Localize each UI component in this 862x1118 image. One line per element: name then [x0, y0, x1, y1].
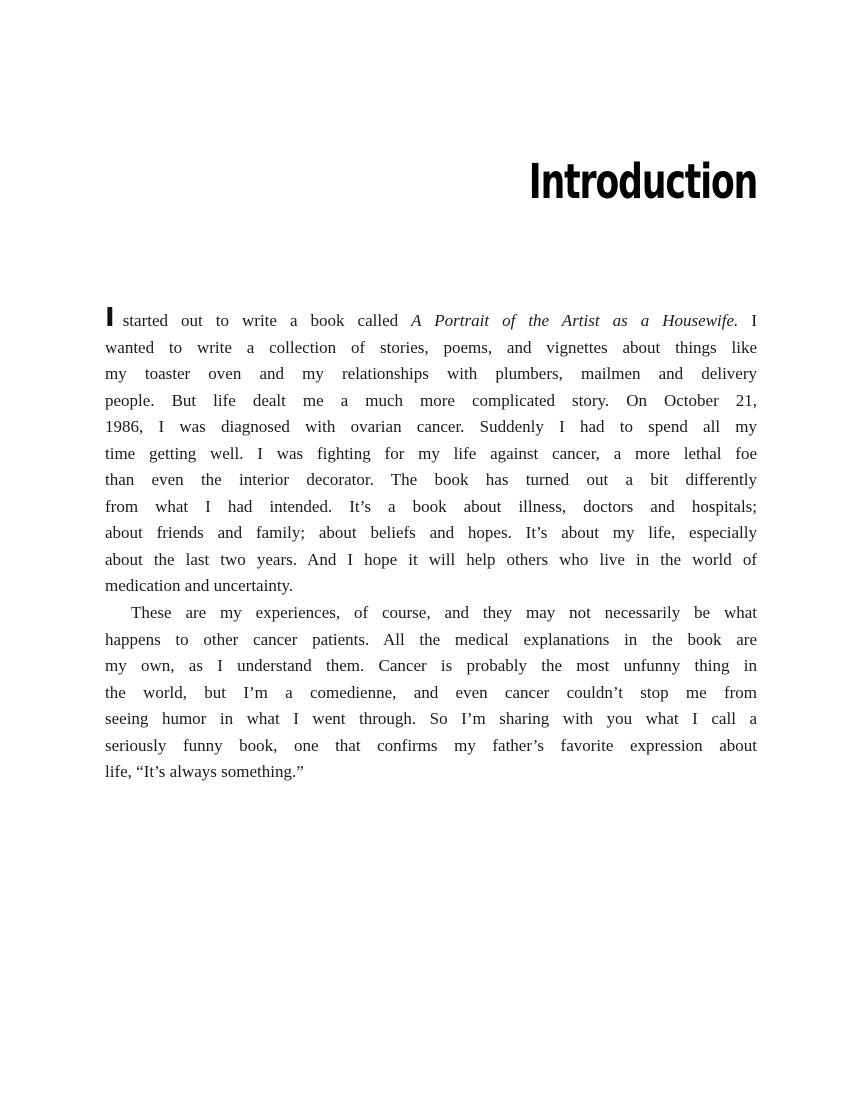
text-line: about the last two years. And I hope it will help others who live in the world of — [105, 549, 757, 569]
text-line-first — [105, 303, 757, 335]
body-text — [105, 303, 757, 786]
text-line: happens to other cancer patients. All the medical explanations in the book are — [105, 629, 757, 649]
text-column — [105, 0, 757, 1118]
chapter-title — [105, 156, 757, 220]
text-line: people. But life dealt me a much more complicated story. On October 21, — [105, 390, 757, 410]
text-line: 1986, I was diagnosed with ovarian cancer. Suddenly I had to spend all my — [105, 417, 757, 437]
text-line: wanted to write a collection of stories, poems, and vignettes about things like — [105, 337, 757, 357]
text-line: than even the interior decorator. The book has turned out a bit differently — [105, 470, 757, 490]
text-line: from what I had intended. It’s a book about illness, doctors and hospitals; — [105, 496, 757, 516]
initial-capital: I — [105, 303, 115, 333]
text-line: seeing humor in what I went through. So I’m sharing with you what I call a — [105, 709, 757, 729]
text-line: the world, but I’m a comedienne, and even cancer couldn’t stop me from — [105, 682, 757, 702]
text-line-paragraph-start: These are my experiences, of course, and they may not necessarily be what — [131, 603, 757, 623]
text-line: seriously funny book, one that confirms my father’s favorite expression about — [105, 735, 757, 755]
text-line-paragraph-end: medication and uncertainty. — [105, 576, 294, 596]
text-segment: started out to write a book called — [122, 311, 412, 330]
page-title: Introduction — [528, 154, 757, 210]
text-line: about friends and family; about beliefs and hopes. It’s about my life, especially — [105, 523, 757, 543]
text-segment: I — [738, 311, 757, 330]
text-line: my toaster oven and my relationships with plumbers, mailmen and delivery — [105, 364, 757, 384]
text-line: my own, as I understand them. Cancer is probably the most unfunny thing in — [105, 656, 757, 676]
book-title-italic: A Portrait of the Artist as a Housewife. — [411, 311, 739, 330]
text-line-paragraph-end: life, “It’s always something.” — [105, 762, 304, 782]
text-line: time getting well. I was fighting for my life against cancer, a more lethal foe — [105, 443, 757, 463]
